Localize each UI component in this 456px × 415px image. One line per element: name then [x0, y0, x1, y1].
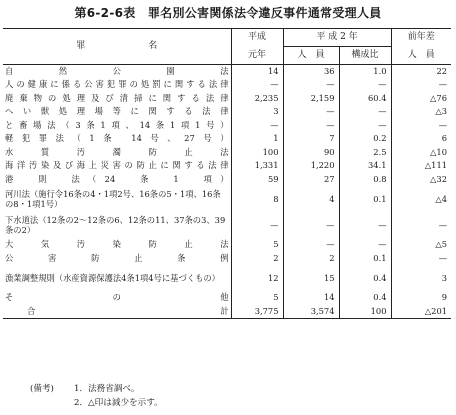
row-name: 漁業調整規則（水産資源保護法4条1項4号に基づくもの） — [5, 272, 220, 283]
row-diff: △3 — [391, 105, 451, 119]
note-1: 1．法務省調べ。 — [74, 384, 140, 394]
row-name: 軽犯罪法（1条 14号、27号） — [5, 133, 229, 144]
row-people: — — [283, 78, 339, 92]
row-people: 90 — [283, 146, 339, 160]
table-row — [3, 252, 451, 266]
row-ratio: — — [339, 105, 391, 119]
table-row — [3, 265, 451, 291]
row-name: 廃棄物の処理及び清掃に関する法律 — [5, 92, 229, 103]
row-name: へい獣処理場等に関する法律 — [5, 106, 229, 117]
header-prev-group: 前年差 — [391, 29, 451, 47]
row-h1: 2,235 — [231, 92, 283, 106]
row-name: 海洋汚染及び海上災害の防止に関する法律 — [5, 160, 229, 171]
row-ratio: 60.4 — [339, 92, 391, 106]
table-row — [3, 65, 451, 79]
row-ratio: 0.1 — [339, 186, 391, 212]
row-name: そ の 他 — [5, 292, 229, 303]
row-h1: 12 — [231, 265, 283, 291]
row-ratio: — — [339, 119, 391, 133]
row-ratio: — — [339, 238, 391, 252]
table-row — [3, 132, 451, 146]
row-h1: 3 — [231, 105, 283, 119]
row-diff: △5 — [391, 238, 451, 252]
note-2-row — [30, 396, 163, 410]
row-diff: △10 — [391, 146, 451, 160]
row-people: 7 — [283, 132, 339, 146]
row-h1: — — [231, 119, 283, 133]
row-h1: — — [231, 212, 283, 238]
statistics-table — [3, 28, 451, 319]
row-people: 27 — [283, 173, 339, 187]
row-h1: 100 — [231, 146, 283, 160]
row-people: — — [283, 119, 339, 133]
row-people: — — [283, 105, 339, 119]
header-crime-name: 罪 名 — [3, 29, 231, 65]
note-1-row — [30, 382, 163, 396]
table-row — [3, 186, 451, 212]
total-h1: 3,775 — [231, 305, 283, 319]
row-name: 大 気 汚 染 防 止 法 — [5, 239, 229, 250]
row-h1: 1,331 — [231, 159, 283, 173]
row-ratio: 1.0 — [339, 65, 391, 79]
row-ratio: 0.4 — [339, 265, 391, 291]
row-h1: 2 — [231, 252, 283, 266]
header-h1-year: 元年 — [231, 47, 283, 65]
table-title: 第6-2-6表 罪名別公害関係法令違反事件通常受理人員 — [74, 6, 382, 20]
row-people: 15 — [283, 265, 339, 291]
header-h2-ratio: 構成比 — [339, 47, 391, 65]
row-diff: — — [391, 119, 451, 133]
row-ratio: 0.1 — [339, 252, 391, 266]
total-row — [3, 305, 451, 319]
table-row — [3, 212, 451, 238]
row-diff: 6 — [391, 132, 451, 146]
row-name: 公 害 防 止 条 例 — [5, 252, 229, 263]
total-diff: △201 — [391, 305, 451, 319]
row-name: 下水道法（12条の2～12条の6、12条の11、37条の3、39条の2） — [5, 214, 226, 235]
header-prev-people: 人 員 — [391, 47, 451, 65]
row-ratio: — — [339, 212, 391, 238]
row-diff: 9 — [391, 291, 451, 305]
row-people: 4 — [283, 186, 339, 212]
note-2: 2．△印は減少を示す。 — [74, 398, 163, 408]
row-ratio: 0.2 — [339, 132, 391, 146]
total-people: 3,574 — [283, 305, 339, 319]
row-ratio: 2.5 — [339, 146, 391, 160]
row-h1: 59 — [231, 173, 283, 187]
row-people: 14 — [283, 291, 339, 305]
total-label: 合 計 — [3, 305, 231, 319]
row-h1: 1 — [231, 132, 283, 146]
row-diff: △32 — [391, 173, 451, 187]
row-name: 水質汚濁防止法 — [5, 146, 229, 157]
row-people: — — [283, 238, 339, 252]
row-ratio: 0.4 — [339, 291, 391, 305]
row-ratio: 0.8 — [339, 173, 391, 187]
table-row — [3, 291, 451, 305]
row-people: 2,159 — [283, 92, 339, 106]
row-people: 2 — [283, 252, 339, 266]
table-row — [3, 78, 451, 92]
row-h1: 5 — [231, 238, 283, 252]
header-h2-group: 平 成 2 年 — [283, 29, 391, 47]
table-row — [3, 159, 451, 173]
row-h1: 14 — [231, 65, 283, 79]
table-row — [3, 92, 451, 106]
row-diff: 3 — [391, 265, 451, 291]
row-h1: 8 — [231, 186, 283, 212]
row-name: 河川法（施行令16条の4・1項2号、16条の5・1項、16条の8・1項1号） — [5, 188, 221, 209]
row-h1: — — [231, 78, 283, 92]
row-people: 36 — [283, 65, 339, 79]
row-diff: — — [391, 78, 451, 92]
row-diff: △4 — [391, 186, 451, 212]
notes-label: (備考) — [30, 384, 54, 394]
table-row — [3, 119, 451, 133]
row-diff: 22 — [391, 65, 451, 79]
header-h2-people: 人 員 — [283, 47, 339, 65]
table-row — [3, 238, 451, 252]
row-diff: △111 — [391, 159, 451, 173]
row-name: 自 然 公 園 法 — [5, 66, 229, 77]
row-name: と畜場法（3条1項、14条1項1号） — [5, 119, 229, 130]
row-h1: 5 — [231, 291, 283, 305]
row-name: 人の健康に係る公害犯罪の処罰に関する法律 — [5, 79, 229, 90]
row-diff: △76 — [391, 92, 451, 106]
row-people: — — [283, 212, 339, 238]
header-h1: 平成 — [231, 29, 283, 47]
row-ratio: — — [339, 78, 391, 92]
table-row — [3, 173, 451, 187]
row-ratio: 34.1 — [339, 159, 391, 173]
row-name: 港 則 法（24 条 1 項） — [5, 173, 229, 184]
row-diff: — — [391, 252, 451, 266]
row-people: 1,220 — [283, 159, 339, 173]
table-row — [3, 146, 451, 160]
table-row — [3, 105, 451, 119]
total-ratio: 100 — [339, 305, 391, 319]
notes — [30, 382, 163, 410]
row-diff: — — [391, 212, 451, 238]
